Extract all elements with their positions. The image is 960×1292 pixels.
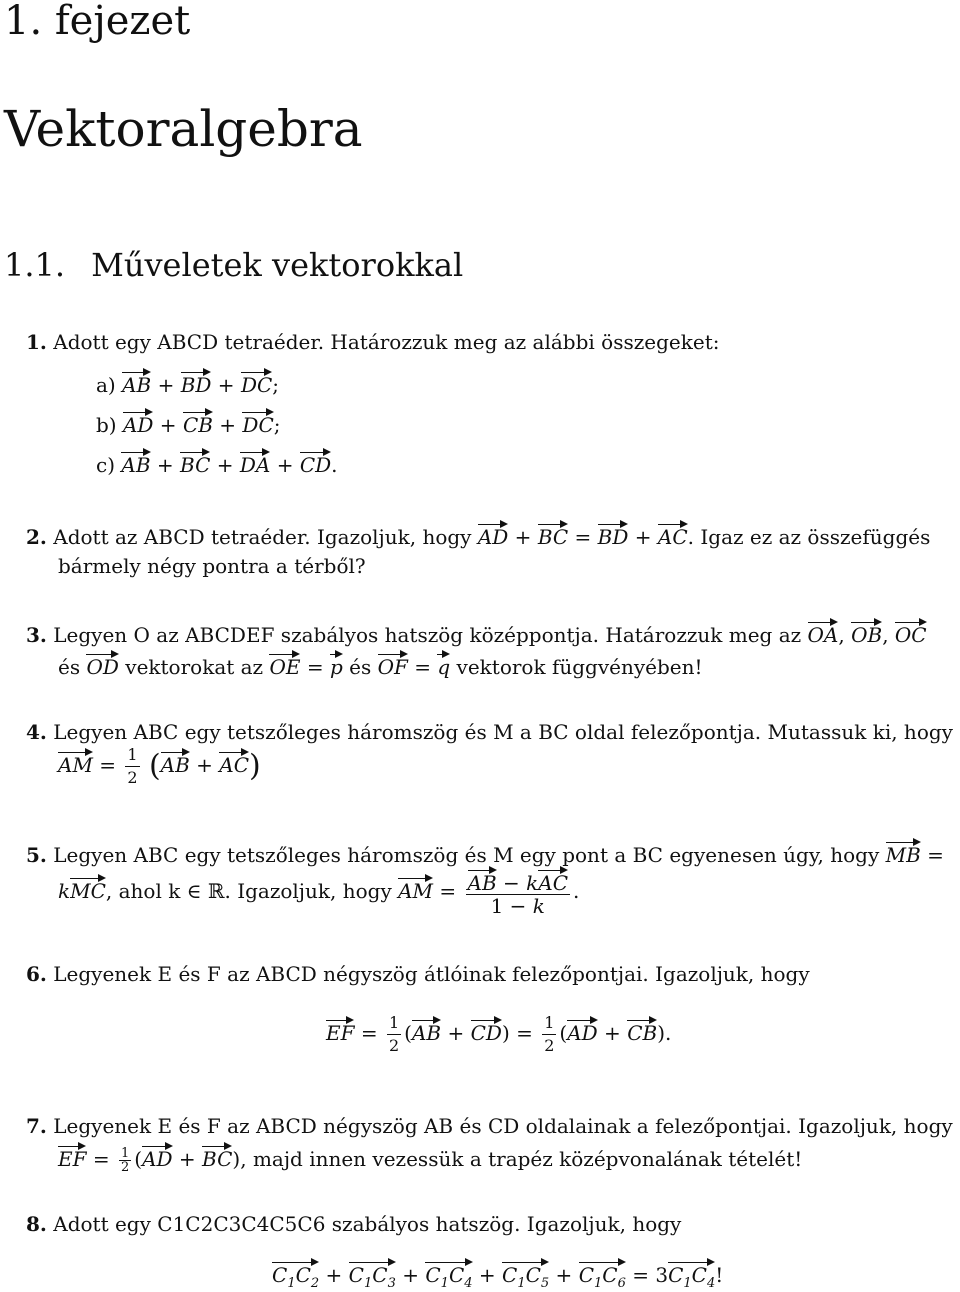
problem-1-item-b: b) AD + CB + DC; [96,410,281,437]
problem-1-item-c: c) AB + BC + DA + CD. [96,450,338,477]
problem-8-formula: $C_1C_2 + C_1C_3 + C_1C_4 + C_1C_5 + C_1C_6 = 3C_1C_4$! [272,1260,723,1292]
problem-8: 8. Adott egy C1C2C3C4C5C6 szabályos hatszög. Igazoljuk, hogy [26,1212,682,1236]
problem-3-line-2: és OD vektorokat az OE = p és OF = q vektorok függvényében! [58,652,703,679]
chapter-title: Vektoralgebra [4,100,363,158]
section-number: 1.1. [4,246,66,284]
section-title: Műveletek vektorokkal [91,246,464,284]
problem-6: 6. Legyenek E és F az ABCD négyszög átlóinak felezőpontjai. Igazoljuk, hogy [26,962,810,986]
problem-3: 3. Legyen O az ABCDEF szabályos hatszög középpontja. Határozzuk meg az OA, OB, OC [26,620,927,647]
problem-6-formula: EF = $\frac{1}{2}$ (AB + CD) = $\frac{1}{2}$ (AD + CB). [326,1013,672,1055]
problem-number: 1. [26,330,47,354]
problem-2-line-2: bármely négy pontra a térből? [58,554,366,578]
problem-7: 7. Legyenek E és F az ABCD négyszög AB és CD oldalainak a felezőpontjai. Igazoljuk, hogy [26,1114,953,1138]
problem-2: 2. Adott az ABCD tetraéder. Igazoljuk, hogy AD + BC = BD + AC. Igaz ez az összefüggés [26,522,930,549]
problem-4: 4. Legyen ABC egy tetszőleges háromszög és M a BC oldal felezőpontja. Mutassuk ki, hogy [26,720,953,744]
problem-5: 5. Legyen ABC egy tetszőleges háromszög és M egy pont a BC egyenesen úgy, hogy MB = [26,840,944,867]
problem-4-formula: AM = $\frac{1}{2}$ (AB + AC) [58,745,261,787]
problem-1 [26,330,719,354]
problem-5-line-2: kMC, ahol k ∈ ℝ. Igazoljuk, hogy AM = $\frac{\text{AB − kAC}}{1 - k}$ . [58,868,579,917]
problem-1-item-a: a) AB + BD + DC; [96,370,279,397]
problem-7-line-2: EF = $\frac{1}{2}$ (AD + BC), majd innen vezessük a trapéz középvonalának tételét! [58,1146,803,1175]
problem-text: Adott egy ABCD tetraéder. Határozzuk meg az alábbi összegeket: [53,330,720,354]
section-heading [4,246,463,284]
chapter-number: 1. fejezet [4,0,191,44]
